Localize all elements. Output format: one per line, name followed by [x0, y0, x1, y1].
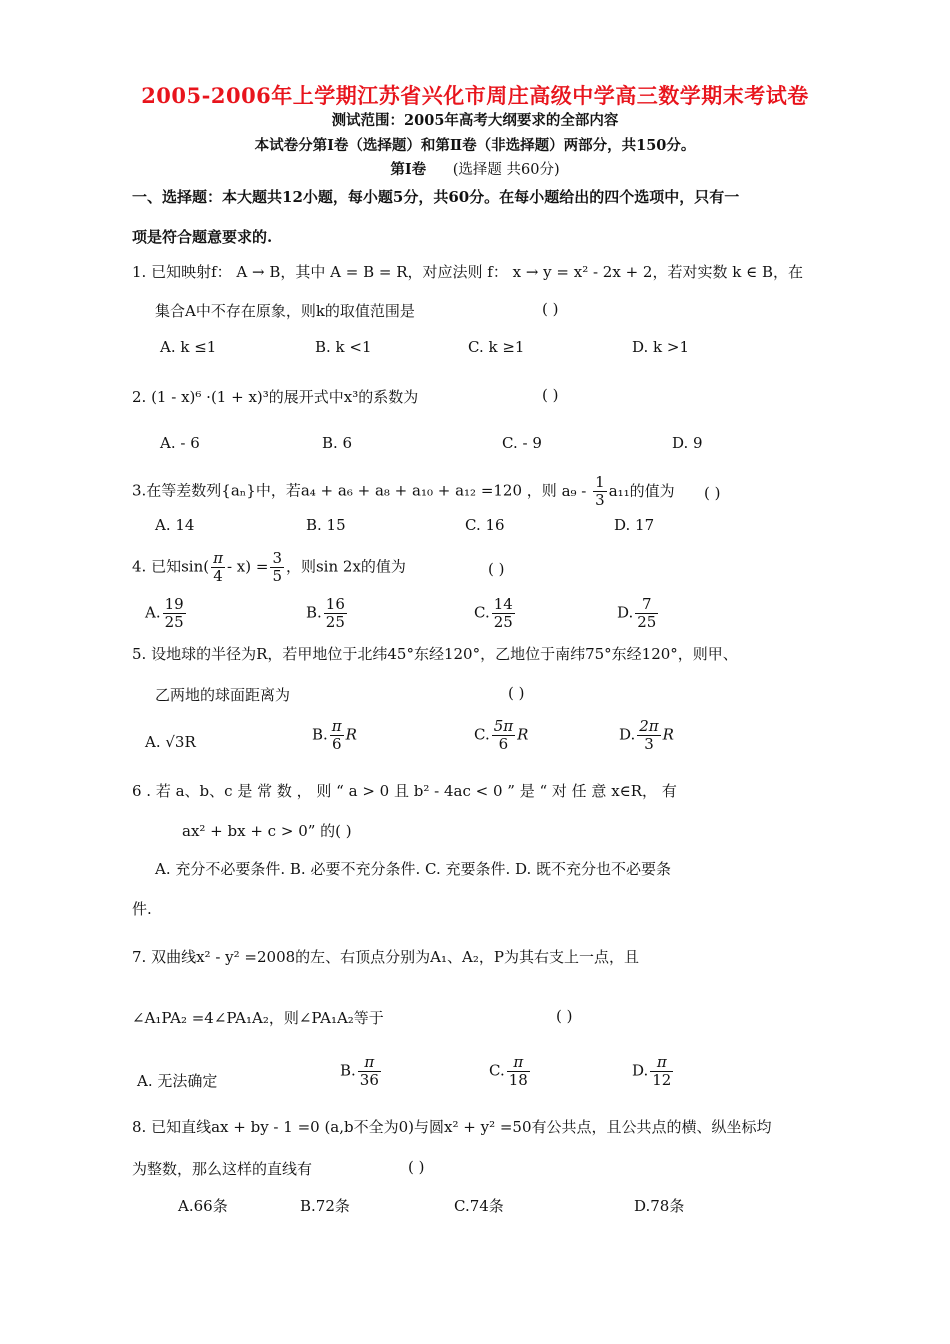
q8-option-d: D.78条	[634, 1197, 685, 1215]
question-7-line2: ∠A₁PA₂ =4∠PA₁A₂，则∠PA₁A₂等于	[132, 1009, 384, 1027]
question-8-line2: 为整数，那么这样的直线有	[132, 1160, 313, 1178]
question-5-line1: 5. 设地球的半径为R，若甲地位于北纬45°东经120°，乙地位于南纬75°东经120°，则甲、	[132, 645, 738, 663]
question-2-answer-paren: ( )	[542, 386, 559, 404]
q1-option-c: C. k ≥1	[468, 338, 525, 356]
q4-option-a: A. $\frac{19}{25}$	[145, 595, 184, 631]
question-3-answer-paren: ( )	[704, 484, 721, 502]
q5-option-a: A. √3R	[145, 733, 196, 751]
q3-option-a: A. 14	[155, 516, 195, 534]
q3-fraction: $\frac{1}{3}$	[595, 473, 605, 509]
q7-option-a: A. 无法确定	[137, 1072, 218, 1090]
q4-pi-over-4: $\frac{\pi}{4}$	[213, 549, 223, 585]
q7-option-b: B. $\frac{\pi}{36}$	[340, 1053, 379, 1089]
q4-option-d: D. $\frac{7}{25}$	[617, 595, 657, 631]
section-heading-line1: 一、选择题：本大题共12小题，每小题5分，共60分。在每小题给出的四个选项中，只有一	[132, 188, 740, 206]
question-1-line1	[132, 261, 803, 282]
q2-option-b: B. 6	[322, 434, 353, 452]
q1-option-b: B. k <1	[315, 338, 372, 356]
question-6-line1: 6 . 若 a、b、c 是 常 数 ， 则 “ a > 0 且 b² - 4ac < 0 ” 是 “ 对 任 意 x∈R， 有	[132, 782, 677, 800]
q8-option-c: C.74条	[454, 1197, 504, 1215]
question-6-line3: A. 充分不必要条件. B. 必要不充分条件. C. 充要条件. D. 既不充分也不必要条	[155, 860, 672, 878]
question-7-answer-paren: ( )	[556, 1007, 573, 1025]
q4-option-c: C. $\frac{14}{25}$	[474, 595, 513, 631]
q2-option-a: A. - 6	[160, 434, 200, 452]
q8-option-b: B.72条	[300, 1197, 350, 1215]
q8-option-a: A.66条	[178, 1197, 228, 1215]
q1-option-a: A. k ≤1	[160, 338, 217, 356]
q3-stem: 3.在等差数列{aₙ}中，若a₄ + a₆ + a₈ + a₁₀ + a₁₂ =120 ，则	[132, 481, 557, 500]
section-heading-line2: 项是符合题意要求的.	[132, 228, 273, 246]
q1-option-d: D. k >1	[632, 338, 689, 356]
q5-option-d: D. $\frac{2\pi}{3}$ R	[619, 717, 674, 753]
q5-option-c: C. $\frac{5\pi}{6}$ R	[474, 717, 529, 753]
question-7-line1: 7. 双曲线x² - y² =2008的左、右顶点分别为A₁、A₂，P为其右支上一点，且	[132, 948, 639, 966]
question-5-line2: 乙两地的球面距离为	[155, 686, 291, 704]
q5-option-b: B. $\frac{\pi}{6}$ R	[312, 717, 357, 753]
exam-structure: 本试卷分第Ⅰ卷（选择题）和第Ⅱ卷（非选择题）两部分，共150分。	[254, 137, 696, 154]
q1-prefix: 1. 已知映射	[132, 263, 212, 281]
q4-three-fifths: $\frac{3}{5}$	[272, 549, 282, 585]
question-1-line2: 集合A中不存在原象，则k的取值范围是	[155, 302, 415, 320]
question-3-line1	[132, 474, 675, 509]
question-1-answer-paren: ( )	[542, 300, 559, 318]
question-4-line1: 4. 已知sin( $\frac{\pi}{4}$ - x) = $\frac{3}{5}$ ，则sin 2x的值为	[132, 549, 406, 585]
q7-option-d: D. $\frac{\pi}{12}$	[632, 1053, 672, 1089]
q4-option-b: B. $\frac{16}{25}$	[306, 595, 345, 631]
question-6-line4: 件.	[132, 900, 152, 918]
question-6-line2: ax² + bx + c > 0” 的( )	[182, 822, 352, 840]
question-4-answer-paren: ( )	[488, 560, 505, 578]
exam-title: 2005-2006年上学期江苏省兴化市周庄高级中学高三数学期末考试卷	[141, 83, 809, 108]
question-5-answer-paren: ( )	[508, 684, 525, 702]
question-8-answer-paren: ( )	[408, 1158, 425, 1176]
q3-option-d: D. 17	[614, 516, 655, 534]
q3-expression: a₉ - $\frac{1}{3}$ a₁₁的值为	[561, 473, 675, 509]
part-title: 第Ⅰ卷	[390, 161, 427, 178]
q2-option-c: C. - 9	[502, 434, 542, 452]
part-subtitle: (选择题 共60分)	[452, 162, 560, 178]
question-2-line1: 2. (1 - x)⁶ ·(1 + x)³的展开式中x³的系数为	[132, 388, 419, 406]
q2-option-d: D. 9	[672, 434, 703, 452]
question-8-line1: 8. 已知直线ax + by - 1 =0 (a,b不全为0)与圆x² + y² =50有公共点，且公共点的横、纵坐标均	[132, 1118, 772, 1136]
test-scope: 测试范围：2005年高考大纲要求的全部内容	[331, 112, 619, 129]
q3-option-c: C. 16	[465, 516, 505, 534]
q7-option-c: C. $\frac{\pi}{18}$	[489, 1053, 528, 1089]
part-heading	[0, 158, 950, 179]
q1-stem: f： A → B，其中 A = B = R，对应法则 f： x → y = x² - 2x + 2，若对实数 k ∈ B，在	[211, 263, 803, 281]
q3-option-b: B. 15	[306, 516, 346, 534]
